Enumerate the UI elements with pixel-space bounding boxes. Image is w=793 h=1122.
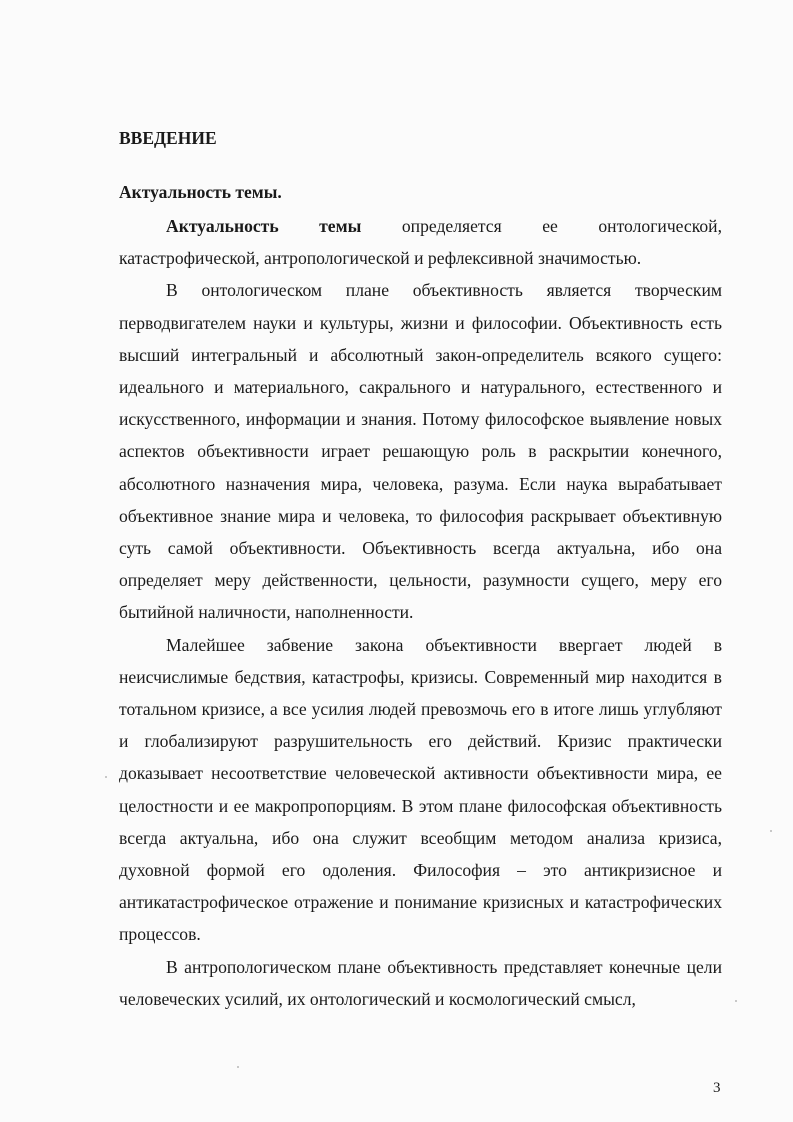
paragraph-1 (119, 210, 722, 274)
paragraph-3: Малейшее забвение закона объективности ввергает людей в неисчислимые бедствия, катастрофы, кризисы. Современный мир находится в тотальном кризисе, а все усилия людей превозмочь его в итоге лишь углубляют и глобализируют разрушительность его действий. Кризис практически доказывает несоответствие человеческой активности объективности мира, ее целостности и ее макропропорциям. В этом плане философская объективность всегда актуальна, ибо она служит всеобщим методом анализа кризиса, духовной формой его одоления. Философия – это антикризисное и антикатастрофическое отражение и понимание кризисных и катастрофических процессов. (119, 634, 722, 945)
scan-speck (105, 776, 107, 778)
subsection-heading: Актуальность темы. (119, 182, 282, 202)
section-heading: ВВЕДЕНИЕ (119, 128, 217, 148)
paragraph-1-lead: Актуальность темы (166, 216, 362, 236)
body-text (119, 210, 722, 1015)
scan-speck (770, 830, 772, 832)
paragraph-4: В антропологическом плане объективность представляет конечные цели человеческих усилий, их онтологический и космологический смысл, (119, 956, 722, 1009)
scan-speck (735, 1000, 737, 1002)
paragraph-1-text: определяется ее онтологической, катастрофической, антропологической и рефлексивной значимостью. (119, 216, 722, 269)
paragraph-2: В онтологическом плане объективность является творческим перводвигателем науки и культуры, жизни и философии. Объективность есть высший интегральный и абсолютный закон-определитель всякого сущего: идеального и материального, сакрального и натурального, естественного и искусственного, информации и знания. Потому философское выявление новых аспектов объективности играет решающую роль в раскрытии конечного, абсолютного назначения мира, человека, разума. Если наука вырабатывает объективное знание мира и человека, то философия раскрывает объективную суть самой объективности. Объективность всегда актуальна, ибо она определяет меру действенности, цельности, разумности сущего, меру его бытийной наличности, наполненности. (119, 280, 722, 623)
page-number: 3 (713, 1080, 721, 1096)
scan-speck (237, 1066, 239, 1068)
